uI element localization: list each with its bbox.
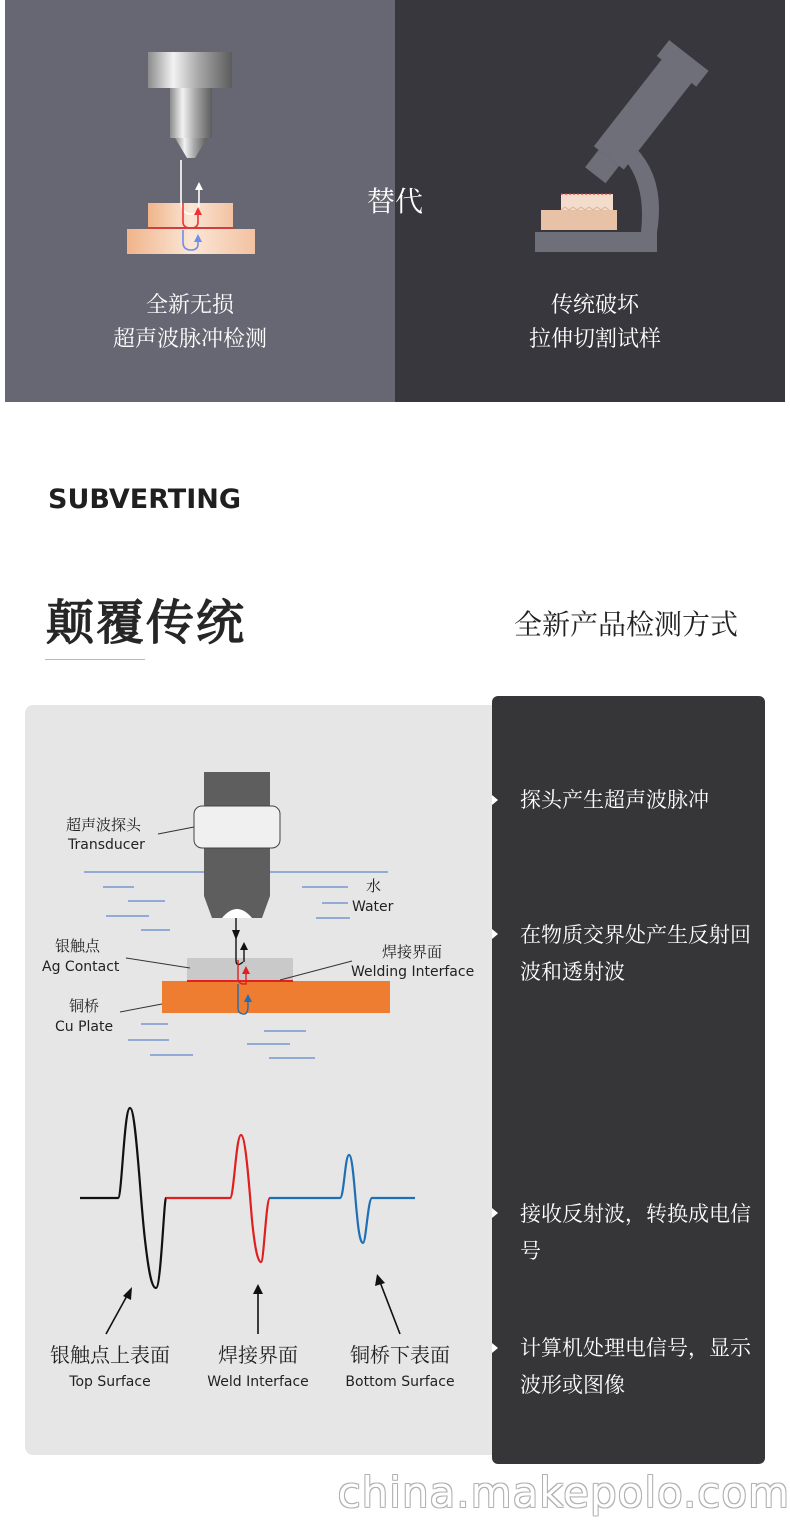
transducer-leader	[158, 827, 194, 834]
transducer-label-en: Transducer	[68, 837, 145, 853]
weld-label-en: Welding Interface	[351, 964, 475, 980]
left-caption-line1: 全新无损	[145, 293, 234, 318]
weld-interface-pointer	[253, 1284, 263, 1294]
ag-contact	[187, 958, 293, 981]
step-1: 探头产生超声波脉冲	[520, 788, 709, 812]
top-reflection-arrow	[240, 942, 248, 950]
right-caption-line2: 拉伸切割试样	[528, 327, 661, 352]
watermark: china.makepolo.com	[337, 1468, 790, 1517]
page-title: 颠覆传统	[46, 595, 247, 651]
cu-leader	[120, 1004, 162, 1012]
incident-arrow	[232, 930, 240, 940]
step-bullet-icon	[492, 929, 498, 939]
weld-label-cn: 焊接界面	[382, 943, 443, 961]
bottom-surface-pointer	[375, 1274, 385, 1286]
cu-label-cn: 铜桥	[69, 997, 100, 1015]
step-bullet-icon	[492, 1343, 498, 1353]
left-caption-line2: 超声波脉冲检测	[112, 327, 267, 352]
weld-interface-label-cn: 焊接界面	[218, 1343, 298, 1367]
page-subtitle: 全新产品检测方式	[513, 608, 738, 641]
ag-leader	[126, 958, 190, 968]
ag-label-cn: 银触点	[55, 937, 101, 955]
top-surface-label-cn: 银触点上表面	[50, 1343, 170, 1367]
eyebrow-heading: SUBVERTING	[48, 484, 241, 515]
right-caption-line1: 传统破坏	[550, 293, 639, 318]
water-label-en: Water	[352, 899, 394, 915]
cu-label-en: Cu Plate	[55, 1019, 114, 1035]
top-surface-label-en: Top Surface	[69, 1374, 151, 1390]
water-label-cn: 水	[366, 877, 382, 895]
bottom-surface-label-cn: 铜桥下表面	[350, 1343, 450, 1367]
step-4: 计算机处理电信号，显示波形或图像	[520, 1336, 751, 1397]
transducer-label-cn: 超声波探头	[66, 816, 142, 834]
waveform-top-surface	[80, 1108, 166, 1288]
cu-plate	[162, 981, 390, 1013]
weld-interface-label-en: Weld Interface	[207, 1374, 309, 1390]
step-bullet-icon	[492, 1208, 498, 1218]
step-3: 接收反射波，转换成电信号	[520, 1202, 751, 1263]
transducer-band	[194, 806, 280, 848]
ag-label-en: Ag Contact	[42, 959, 120, 975]
step-2: 在物质交界处产生反射回波和透射波	[520, 923, 751, 984]
waveform-bottom-surface	[270, 1155, 415, 1243]
bottom-surface-label-en: Bottom Surface	[345, 1374, 455, 1390]
waveform-weld-interface	[166, 1135, 270, 1262]
replace-label: 替代	[366, 185, 423, 218]
top-surface-pointer	[123, 1287, 132, 1300]
step-bullet-icon	[492, 795, 498, 805]
